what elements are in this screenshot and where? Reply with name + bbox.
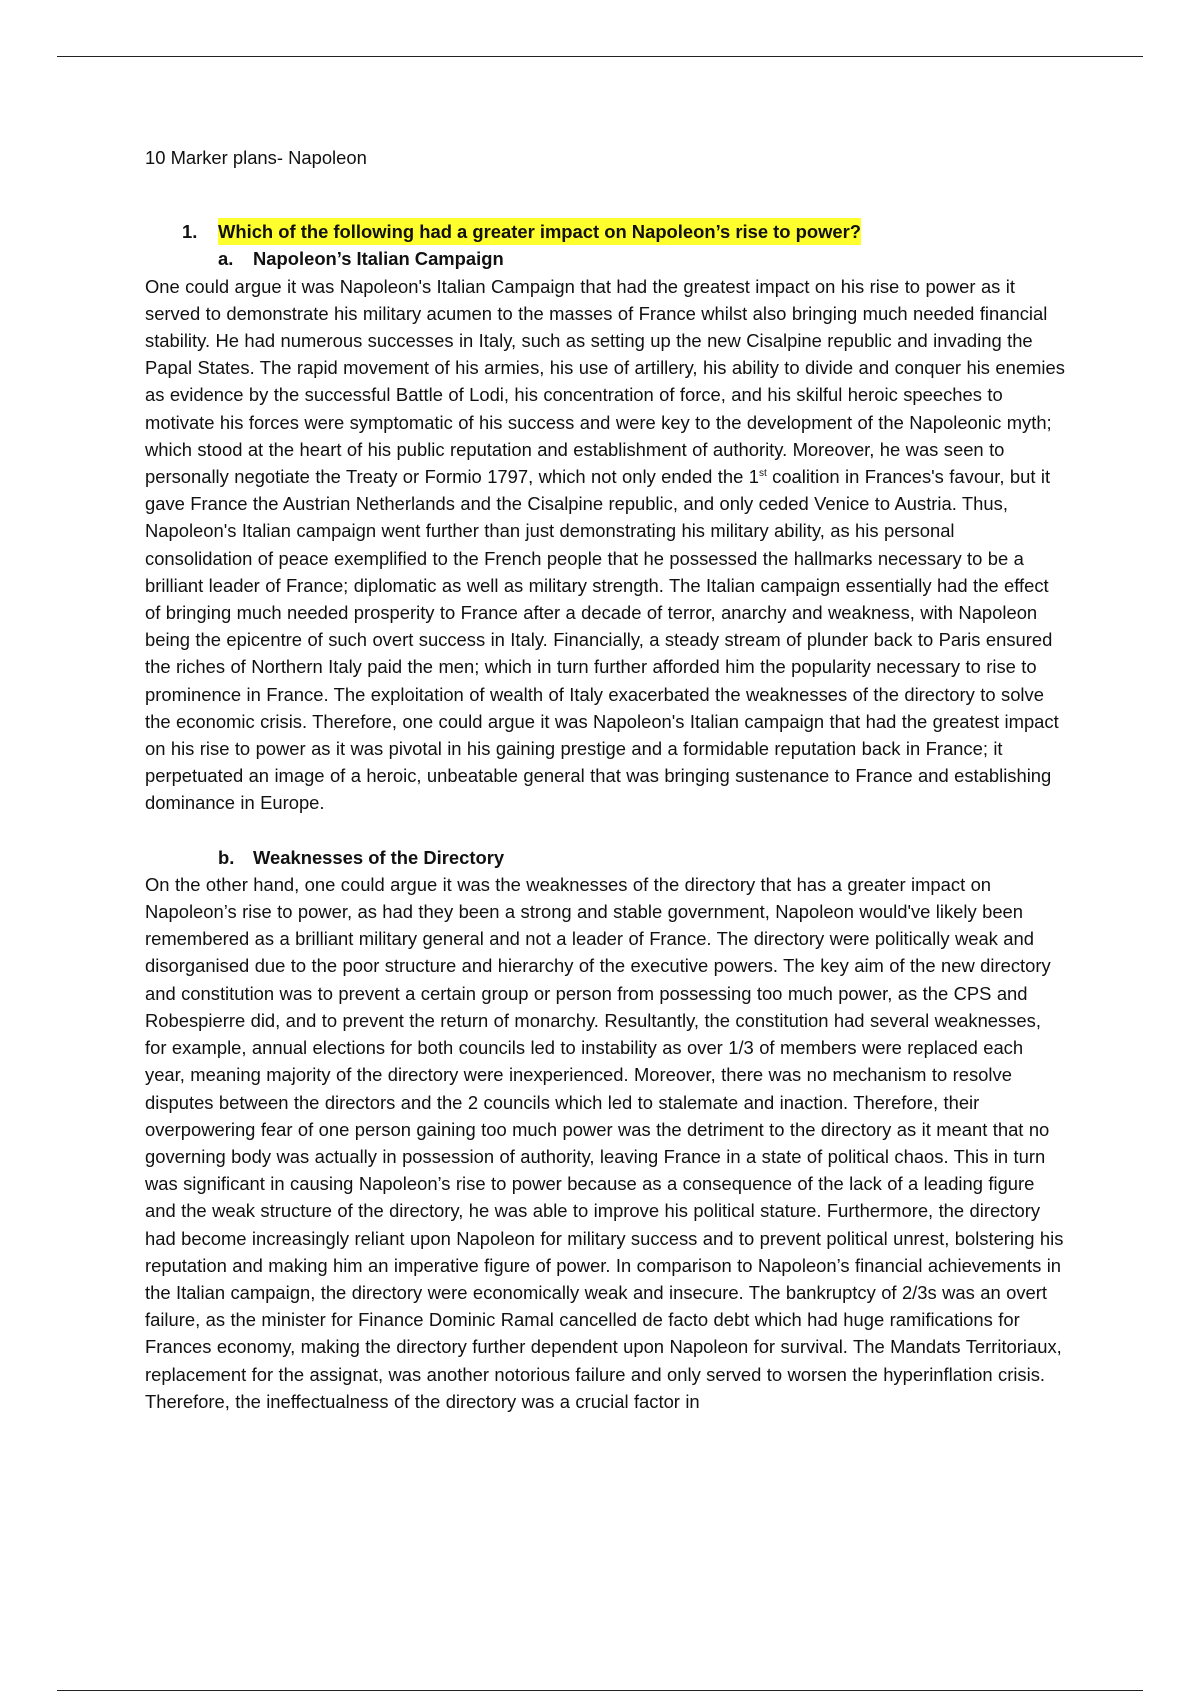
section-b-letter: b. [218, 846, 235, 868]
section-b-heading [145, 844, 1065, 871]
section-a-paragraph [145, 273, 1065, 817]
document-body [145, 144, 1065, 1415]
document-title: 10 Marker plans- Napoleon [145, 147, 367, 168]
section-a-heading [145, 245, 1065, 272]
question-number: 1. [182, 221, 198, 243]
section-a-text-start: One could argue it was Napoleon's Italian Campaign that had the greatest impact on his rise to power as it served to demonstrate his military acumen to the masses of France whilst also bringing much needed financial stability. He had numerous successes in Italy, such as setting up the new Cisalpine republic and invading the Papal States. The rapid movement of his armies, his use of artillery, his ability to divide and conquer his enemies as evidence by the successful Battle of Lodi, his concentration of force, and his skilful heroic speeches to motivate his forces were symptomatic of his success and were key to the development of the Napoleonic myth; which stood at the heart of his public reputation and establishment of authority. Moreover, he was seen to personally negotiate the Treaty or Formio 1797, which not only ended the 1 [145, 275, 1065, 488]
section-b-paragraph: On the other hand, one could argue it was the weaknesses of the directory that has a greater impact on Napoleon’s rise to power, as had they been a strong and stable government, Napoleon would've likely been remembered as a brilliant military general and not a leader of France. The directory were politically weak and disorganised due to the poor structure and hierarchy of the executive powers. The key aim of the new directory and constitution was to prevent a certain group or person from possessing too much power, as the CPS and Robespierre did, and to prevent the return of monarchy. Resultantly, the constitution had several weaknesses, for example, annual elections for both councils led to instability as over 1/3 of members were replaced each year, meaning majority of the directory were inexperienced. Moreover, there was no mechanism to resolve disputes between the directors and the 2 councils which led to stalemate and inaction. Therefore, their overpowering fear of one person gaining too much power was the detriment to the directory as it meant that no governing body was actually in possession of authority, leaving France in a state of political chaos. This in turn was significant in causing Napoleon’s rise to power because as a consequence of the lack of a leading figure and the weak structure of the directory, he was able to improve his political stature. Furthermore, the directory had become increasingly reliant upon Napoleon for military success and to prevent political unrest, bolstering his reputation and making him an imperative figure of power. In comparison to Napoleon’s financial achievements in the Italian campaign, the directory were economically weak and insecure. The bankruptcy of 2/3s was an overt failure, as the minister for Finance Dominic Ramal cancelled de facto debt which had huge ramifications for Frances economy, making the directory further dependent upon Napoleon for survival. The Mandats Territoriaux, replacement for the assignat, was another notorious failure and only served to worsen the hyperinflation crisis. Therefore, the ineffectualness of the directory was a crucial factor in [145, 873, 1064, 1412]
section-b-title: Weaknesses of the Directory [253, 846, 505, 868]
ordinal-suffix: st [758, 467, 767, 479]
header-rule [57, 56, 1143, 57]
question-heading [145, 218, 1065, 245]
section-a-text-end: coalition in Frances's favour, but it gave France the Austrian Netherlands and the Cisalpine republic, and only ceded Venice to Austria. Thus, Napoleon's Italian campaign went further than just demonstrating his military ability, as his personal consolidation of peace exemplified to the French people that he possessed the hallmarks necessary to be a brilliant leader of France; diplomatic as well as military strength. The Italian campaign essentially had the effect of bringing much needed prosperity to France after a decade of terror, anarchy and weakness, with Napoleon being the epicentre of such overt success in Italy. Financially, a steady stream of plunder back to Paris ensured the riches of Northern Italy paid the men; which in turn further afforded him the popularity necessary to rise to prominence in France. The exploitation of wealth of Italy exacerbated the weaknesses of the directory to solve the economic crisis. Therefore, one could argue it was Napoleon's Italian campaign that had the greatest impact on his rise to power as it was pivotal in his gaining prestige and a formidable reputation back in France; it perpetuated an image of a heroic, unbeatable general that was bringing sustenance to France and establishing dominance in Europe. [145, 466, 1059, 814]
paragraph-gap [145, 817, 1065, 844]
question-text: Which of the following had a greater impact on Napoleon’s rise to power? [218, 218, 861, 245]
section-a-title: Napoleon’s Italian Campaign [253, 248, 504, 270]
footer-rule [57, 1690, 1143, 1691]
section-a-letter: a. [218, 248, 234, 270]
